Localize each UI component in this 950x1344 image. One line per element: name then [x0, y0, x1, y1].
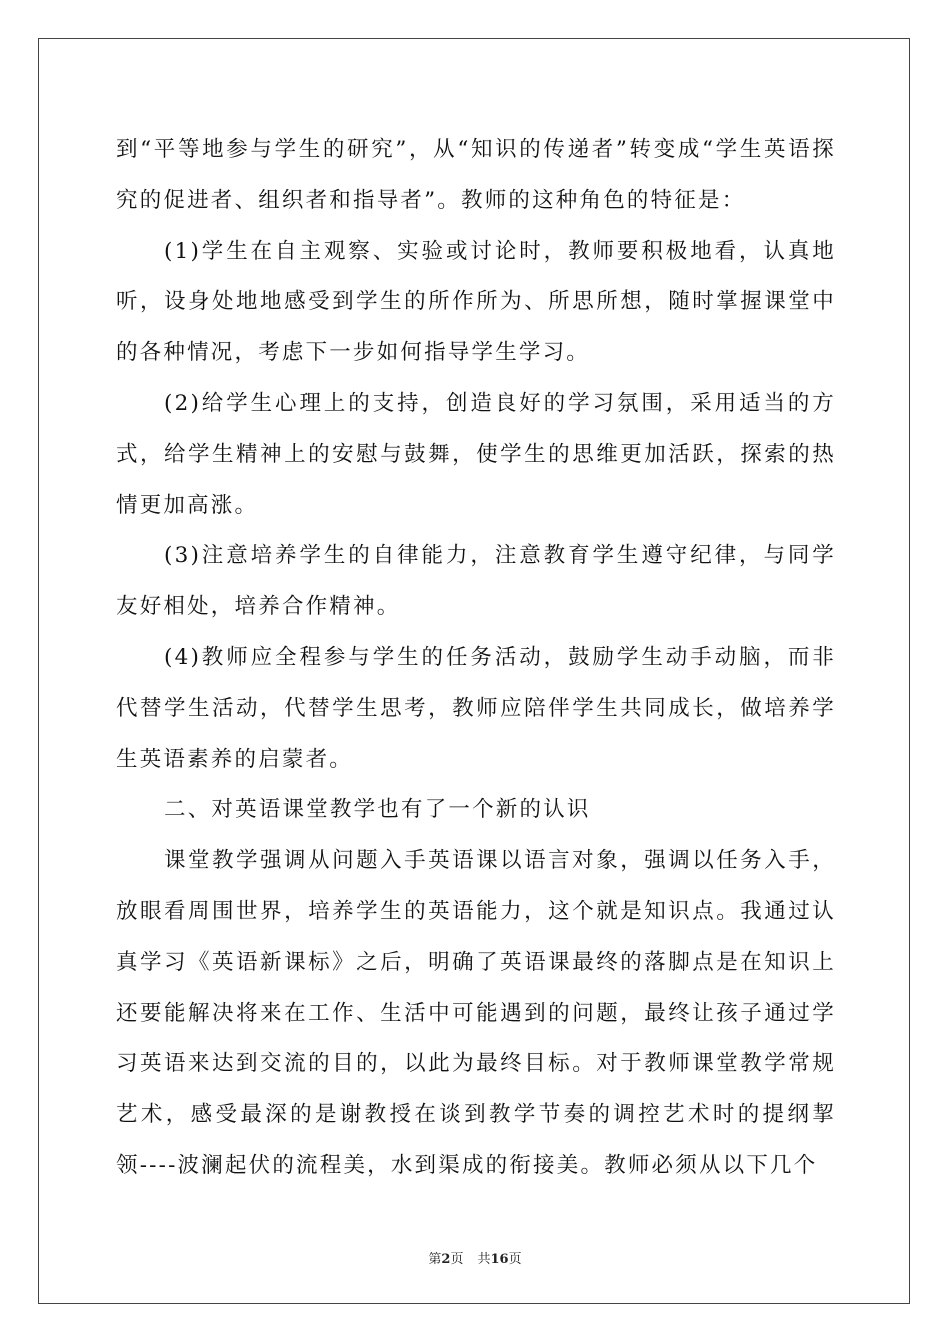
page-footer — [0, 1248, 950, 1267]
page-prefix: 第 — [428, 1252, 442, 1267]
document-body — [116, 125, 836, 1192]
total-pages: 16 — [490, 1252, 509, 1267]
paragraph-5: (4)教师应全程参与学生的任务活动，鼓励学生动手动脑，而非代替学生活动，代替学生思考，教师应陪伴学生共同成长，做培养学生英语素养的启蒙者。 — [116, 644, 836, 772]
page-suffix: 页 — [450, 1252, 464, 1267]
total-prefix: 共 — [477, 1252, 491, 1267]
paragraph-3: (2)给学生心理上的支持，创造良好的学习氛围，采用适当的方式，给学生精神上的安慰与鼓舞，使学生的思维更加活跃，探索的热情更加高涨。 — [116, 390, 836, 518]
section-heading: 二、对英语课堂教学也有了一个新的认识 — [164, 797, 591, 823]
total-suffix: 页 — [508, 1252, 522, 1267]
paragraph-1: 到“平等地参与学生的研究”，从“知识的传递者”转变成“学生英语探究的促进者、组织者和指导者”。教师的这种角色的特征是： — [116, 137, 836, 213]
paragraph-2: (1)学生在自主观察、实验或讨论时，教师要积极地看，认真地听，设身处地地感受到学生的所作所为、所思所想，随时掌握课堂中的各种情况，考虑下一步如何指导学生学习。 — [116, 238, 836, 366]
paragraph-4: (3)注意培养学生的自律能力，注意教育学生遵守纪律，与同学友好相处，培养合作精神。 — [116, 543, 836, 620]
page-number: 2 — [441, 1252, 451, 1267]
paragraph-6: 课堂教学强调从问题入手英语课以语言对象，强调以任务入手，放眼看周围世界，培养学生的英语能力，这个就是知识点。我通过认真学习《英语新课标》之后，明确了英语课最终的落脚点是在知识上还要能解决将来在工作、生活中可能遇到的问题，最终让孩子通过学习英语来达到交流的目的，以此为最终目标。对于教师课堂教学常规艺术，感受最深的是谢教授在谈到教学节奏的调控艺术时的提纲挈领----波澜起伏的流程美，水到渠成的衔接美。教师必须从以下几个 — [116, 848, 836, 1178]
